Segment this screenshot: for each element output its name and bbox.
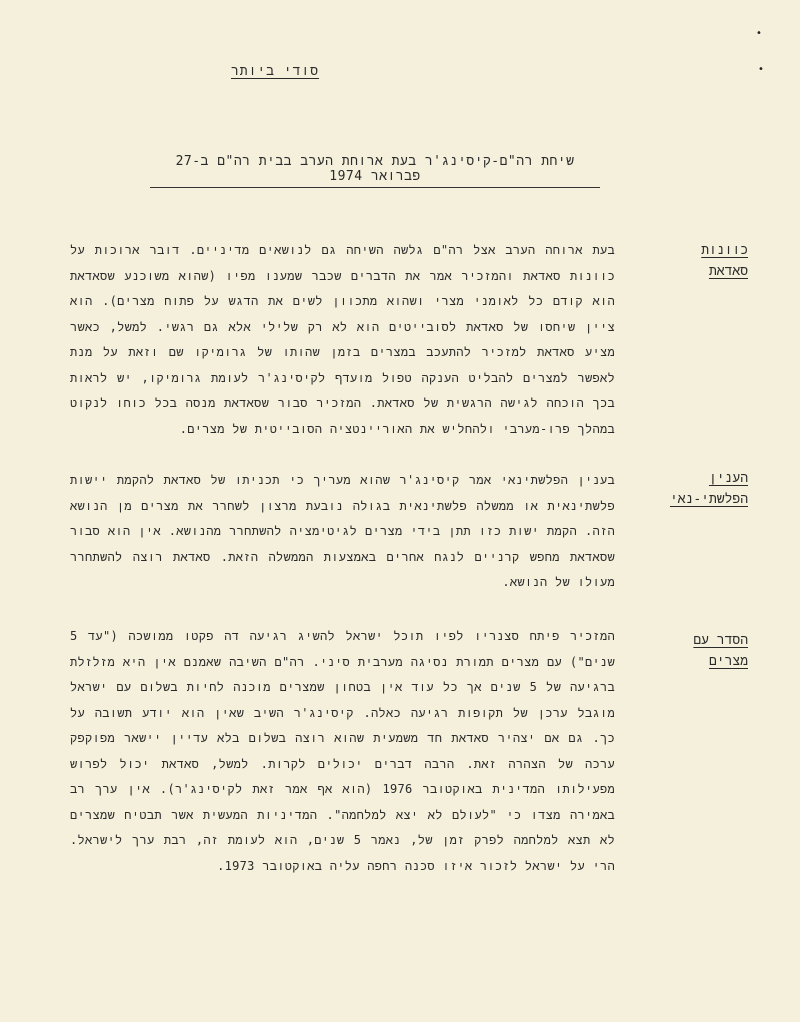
section-heading-text: הסדר עם מצרים [693,633,748,669]
classification-label: סודי ביותר [230,64,320,79]
section-paragraph: בענין הפלשתינאי אמר קיסינג'ר שהוא מעריך כי תכניתו של סאדאת להקמת יישות פלשתינאית או ממשלה פלשתינאית בגולה נובעת מרצון לשחרר את מצרים מן הנושא הזה. הקמת ישות כזו תתן בידי מצרים לגיטימציה להשתחרר מהנושא. אין הוא סבור שסאדאת מחפש קרניים לנגח אחרים באמצעות הממשלה הזאת. סאדאת רוצה להשתחרר מעולו של הנושא. [70,473,615,589]
section-paragraph: בעת ארוחה הערב אצל רה"ם גלשה השיחה גם לנושאים מדיניים. דובר ארוכות על כוונות סאדאת והמזכיר אמר את הדברים שכבר שמענו מפיו (שהוא משוכנע שסאדאת הוא קודם כל לאומני מצרי ושהוא מתכוון לשים את הדגש על פתוח מצרים). הוא ציין שיחסו של סאדאת לסובייטים הוא לא רק שלילי אלא גם רגשי. למשל, כאשר מציע סאדאת למזכיר להתעכב במצרים בזמן שהותו של גרומיקו שם וזאת על מנת לאפשר למצרים להבליט הענקה טפול מועדף לקיסינג'ר לעומת גרומיקו, יש לראות בכך הוכחה לגישה הרגשית של סאדאת. המזכיר סבור שסאדאת מנסה בכל כוחו לנקוט במהלך פרו-מערבי ולהחליש את האוריינטציה הסובייטית של מצרים. [70,243,615,436]
section-heading [668,240,748,282]
section-heading-text: הענין הפלשתי-נאי [669,471,748,507]
section-paragraph: המזכיר פיתח סצנריו לפיו תוכל ישראל להשיג רגיעה דה פקטו ממושכה ("עד 5 שנים") עם מצרים תמורת נסיגה מערבית סיני. רה"ם השיבה שאמנם אין היא מזלזלת ברגיעה של 5 שנים אך כל עוד אין בטחון שמצרים מוכנה לחיות בשלום עם ישראל מוגבל ערכן של תקופות רגיעה כאלה. קיסינג'ר השיב שאין הוא יודע תשובה על כך. גם אם יצהיר סאדאת חד משמעית שהוא רוצה בשלום בלא עדיין יישאר מפוקפק ערכה של הצהרה זאת. הרבה דברים יכולים לקרות. למשל, סאדאת יכול לפרוש מפעילותו המדינית באוקטובר 1976 (הוא אף אמר זאת לקיסינג'ר). אין ערך רב באמירה מצדו כי "לעולם לא יצא למלחמה". המדיניות המעשית אשר תבטיח שמצרים לא תצא למלחמה לפרק זמן של, נאמר 5 שנים, הוא לעומת זה, רבת ערך לישראל. הרי על ישראל לזכור איזו סכנה רחפה עליה באוקטובר 1973. [70,629,615,873]
punch-hole-mark: • [758,64,764,75]
punch-hole-mark: • [756,28,762,39]
section-heading-text: כוונות סאדאת [701,243,748,279]
document-title: שיחת רה"ם-קיסינג'ר בעת ארוחת הערב בבית רה"ם ב-27 פברואר 1974 [150,154,600,188]
section-heading [668,630,748,672]
section-heading [668,468,748,510]
